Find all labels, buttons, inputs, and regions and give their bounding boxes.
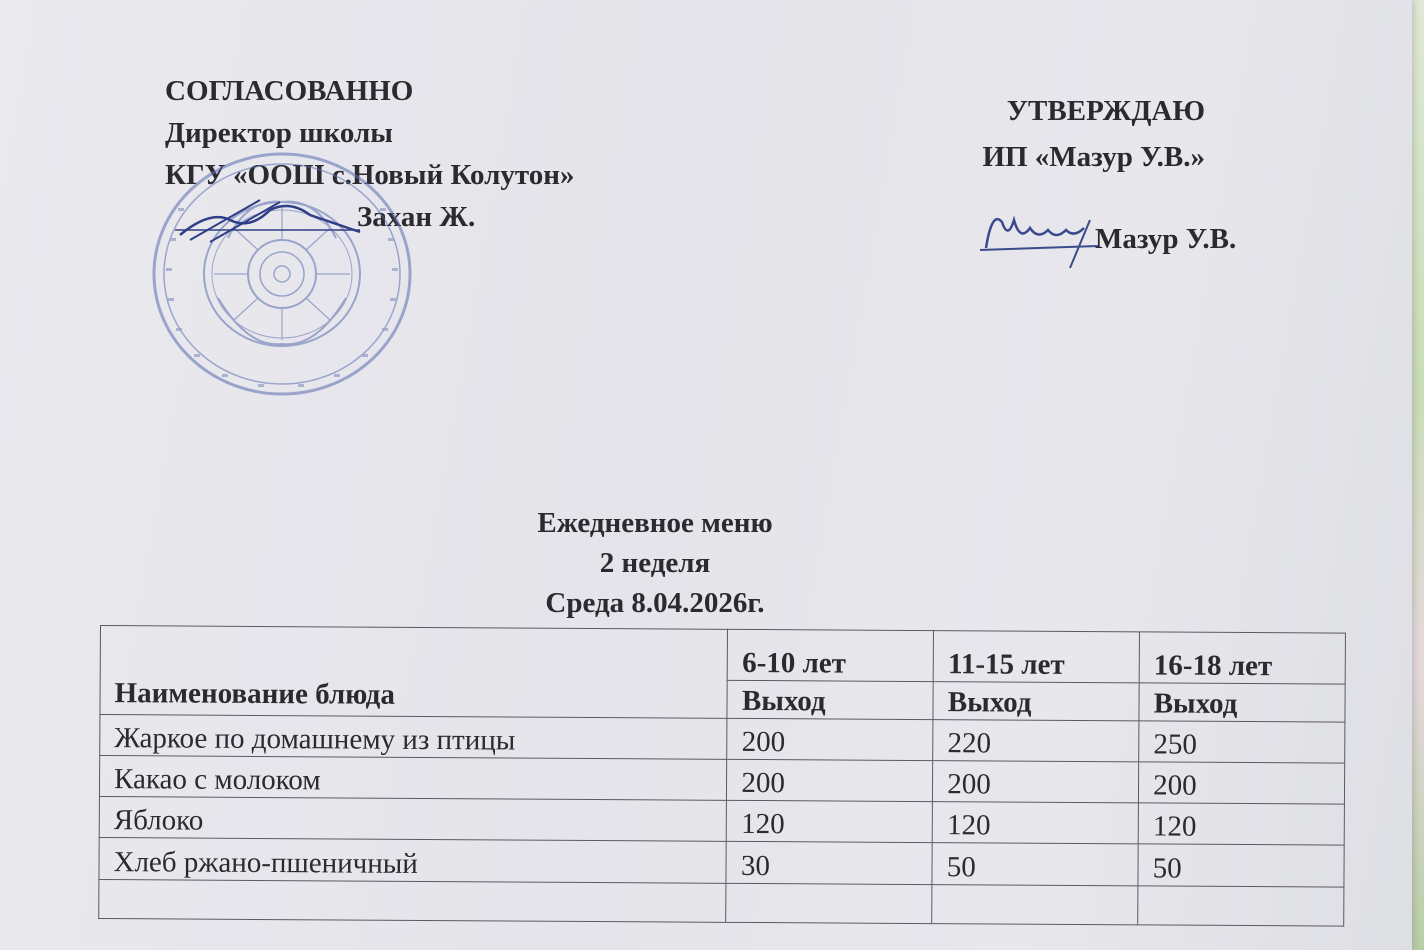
dish-name: Жаркое по домашнему из птицы (100, 714, 728, 759)
output-header: Выход (1139, 683, 1345, 722)
table-row (99, 838, 1344, 887)
menu-table (98, 625, 1346, 927)
empty-cell (99, 879, 727, 922)
approval-right-organization: ИП «Мазур У.В.» (982, 141, 1205, 173)
portion-value: 50 (932, 843, 1138, 886)
age-group-header: 6-10 лет (728, 629, 934, 682)
approval-left-name: Захан Ж. (357, 201, 476, 233)
portion-value: 250 (1139, 720, 1345, 763)
menu-title: Ежедневное меню (537, 507, 773, 539)
portion-value: 120 (932, 802, 1138, 845)
portion-value: 220 (933, 719, 1139, 762)
table-header-row (100, 626, 1345, 685)
portion-value: 200 (1139, 762, 1345, 805)
age-group-header: 11-15 лет (933, 631, 1139, 684)
empty-cell (932, 884, 1138, 925)
dish-name-header: Наименование блюда (100, 626, 728, 718)
dish-name: Хлеб ржано-пшеничный (99, 838, 727, 883)
approval-right-name: Мазур У.В. (1095, 223, 1237, 255)
approval-right-block (945, 88, 1237, 255)
dish-name: Яблоко (99, 797, 727, 842)
director-signature-icon (170, 180, 370, 250)
approval-left-organization: КГУ «ООШ с.Новый Колутон» (165, 159, 575, 191)
age-group-header: 16-18 лет (1139, 632, 1345, 685)
approval-right-heading: УТВЕРЖДАЮ (1006, 95, 1205, 127)
portion-value: 200 (933, 760, 1139, 803)
portion-value: 200 (727, 718, 933, 761)
dish-name: Какао с молоком (99, 755, 727, 800)
empty-cell (1138, 886, 1344, 927)
table-row (99, 755, 1344, 804)
portion-value: 120 (727, 800, 933, 843)
menu-title-block (490, 503, 820, 623)
output-header: Выход (933, 682, 1139, 721)
menu-date: Среда 8.04.2026г. (545, 587, 765, 619)
table-row-empty (99, 879, 1344, 926)
portion-value: 120 (1138, 803, 1344, 846)
portion-value: 50 (1138, 844, 1344, 887)
empty-cell (726, 883, 932, 924)
approval-left-heading: СОГЛАСОВАННО (165, 75, 414, 107)
table-row (100, 714, 1345, 763)
portion-value: 30 (726, 842, 932, 885)
approval-left-position: Директор школы (165, 117, 393, 149)
output-header: Выход (727, 681, 933, 720)
approver-signature-icon (978, 200, 1108, 270)
portion-value: 200 (727, 759, 933, 802)
menu-week: 2 неделя (599, 547, 711, 579)
